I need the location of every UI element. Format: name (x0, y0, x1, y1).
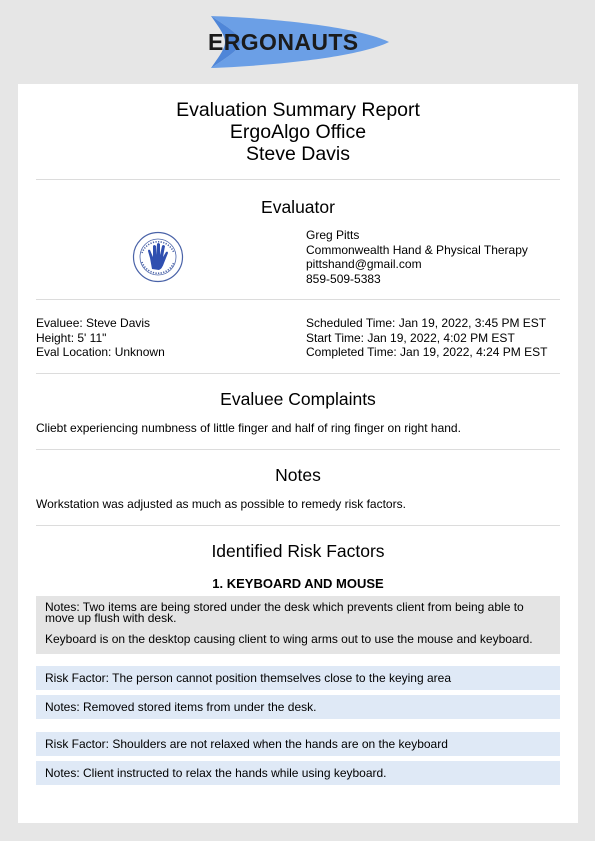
complaints-text: Cliebt experiencing numbness of little finger and half of ring finger on right hand. (36, 421, 461, 435)
risk-note-text: Notes: Client instructed to relax the hands while using keyboard. (45, 766, 387, 780)
logo-bar (0, 0, 595, 84)
group-notes-line: Keyboard is on the desktop causing client to wing arms out to use the mouse and keyboard. (45, 632, 533, 646)
start-time: Start Time: Jan 19, 2022, 4:02 PM EST (306, 330, 515, 345)
evaluator-phone: 859-509-5383 (306, 271, 381, 286)
evaluee-location: Eval Location: Unknown (36, 345, 165, 359)
risk-group-title: 1. KEYBOARD AND MOUSE (212, 576, 384, 591)
evaluator-organization: Commonwealth Hand & Physical Therapy (306, 242, 528, 257)
notes-heading: Notes (275, 465, 321, 485)
risk-factor-note (36, 695, 560, 719)
report-title-block (36, 99, 560, 165)
evaluee-height: Height: 5' 11" (36, 330, 107, 345)
evaluee-name: Evaluee: Steve Davis (36, 316, 151, 330)
evaluee-details (36, 316, 165, 360)
divider (36, 299, 560, 300)
risk-factor-item (36, 732, 560, 756)
report-subject: Steve Davis (245, 143, 351, 165)
divider (36, 525, 560, 526)
divider (36, 373, 560, 374)
evaluator-info (306, 228, 528, 286)
logo-wordmark: ERGONAUTS (208, 29, 359, 55)
evaluator-email: pittshand@gmail.com (306, 257, 422, 271)
complaints-heading: Evaluee Complaints (220, 389, 376, 409)
group-notes-line: move up flush with desk. (45, 611, 177, 625)
report-title: Evaluation Summary Report (176, 99, 420, 121)
report-page (18, 84, 578, 823)
evaluator-name: Greg Pitts (306, 228, 360, 242)
risk-note-text: Notes: Removed stored items from under the desk. (45, 700, 317, 714)
evaluator-heading: Evaluator (261, 197, 335, 217)
risk-group-notes (36, 596, 560, 654)
scheduled-time: Scheduled Time: Jan 19, 2022, 3:45 PM EST (306, 316, 547, 330)
completed-time: Completed Time: Jan 19, 2022, 4:24 PM EST (306, 345, 548, 359)
commonwealth-seal-icon (132, 231, 184, 283)
risk-factor-item (36, 666, 560, 690)
risk-factor-note (36, 761, 560, 785)
ergonauts-logo (207, 14, 391, 70)
risk-factor-text: Risk Factor: Shoulders are not relaxed when the hands are on the keyboard (45, 737, 448, 751)
group-notes-line: Notes: Two items are being stored under the desk which prevents client from being able to (45, 600, 524, 614)
risk-factors-heading: Identified Risk Factors (211, 541, 385, 561)
divider (36, 449, 560, 450)
risk-factor-text: Risk Factor: The person cannot position themselves close to the keying area (45, 671, 451, 685)
evaluation-times (306, 316, 547, 360)
divider (36, 179, 560, 180)
notes-text: Workstation was adjusted as much as possible to remedy risk factors. (36, 497, 406, 511)
report-product: ErgoAlgo Office (229, 121, 367, 143)
